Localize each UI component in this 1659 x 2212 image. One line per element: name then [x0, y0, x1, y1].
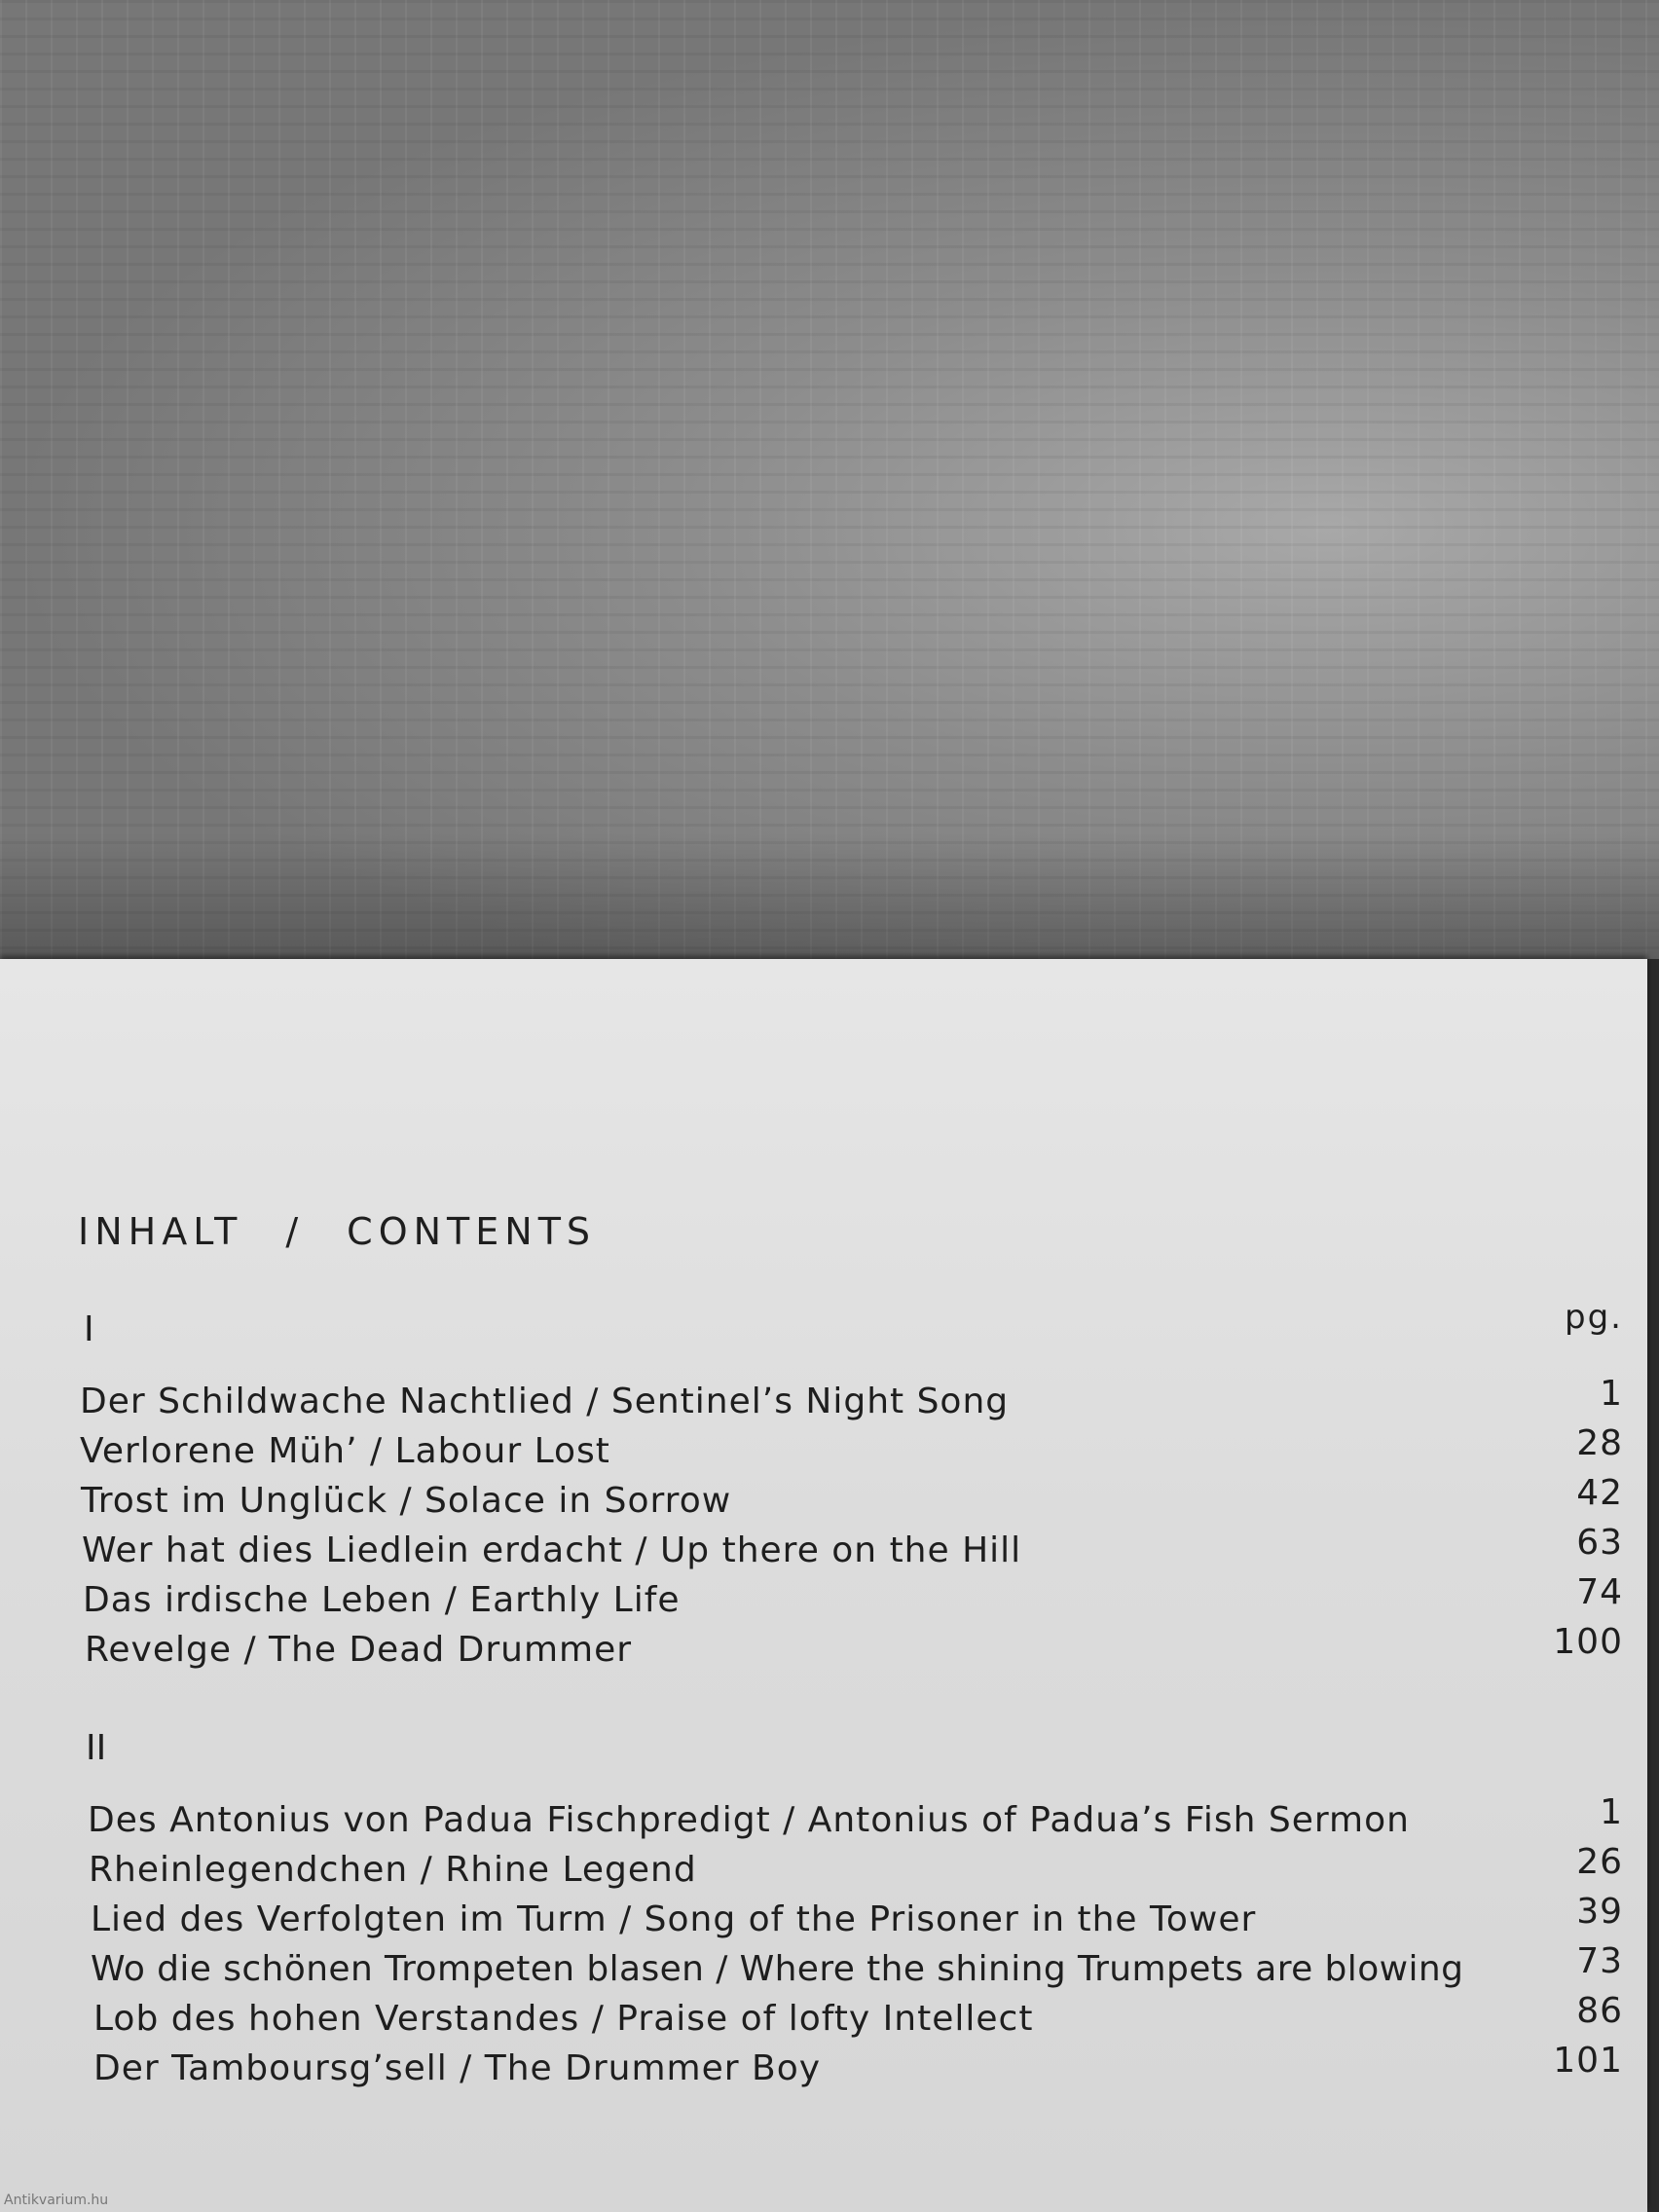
entry-title: Lied des Verfolgten im Turm / Song of the Prisoner in the Tower [91, 1899, 1257, 1939]
contents-heading-english: CONTENTS [347, 1210, 597, 1253]
entry-title: Wo die schönen Trompeten blasen / Where the shining Trumpets are blowing [91, 1949, 1464, 1989]
entry-title: Der Schildwache Nachtlied / Sentinel’s Night Song [80, 1382, 1010, 1421]
entry-page-number: 1 [1600, 1374, 1623, 1414]
entry-title: Der Tamboursg’sell / The Drummer Boy [93, 2048, 822, 2088]
section-ii-entries [0, 1792, 1647, 2098]
entry-page-number: 63 [1576, 1523, 1623, 1563]
entry-page-number: 74 [1576, 1572, 1623, 1612]
entry-page-number: 42 [1576, 1473, 1623, 1513]
entry-title: Des Antonius von Padua Fischpredigt / Antonius of Padua’s Fish Sermon [88, 1800, 1410, 1840]
toc-entry [0, 1572, 1647, 1630]
contents-page [0, 959, 1647, 2212]
section-i-entries [0, 1374, 1647, 1679]
entry-page-number: 1 [1600, 1792, 1623, 1832]
toc-entry [0, 1792, 1647, 1850]
contents-heading-german: INHALT [78, 1210, 243, 1253]
entry-title: Wer hat dies Liedlein erdacht / Up there on the Hill [82, 1530, 1022, 1570]
toc-entry [0, 1473, 1647, 1530]
toc-entry [0, 1622, 1647, 1679]
toc-entry [0, 1941, 1647, 1999]
cover-texture [0, 0, 1659, 959]
entry-title: Lob des hohen Verstandes / Praise of lofty Intellect [93, 1999, 1034, 2039]
entry-page-number: 28 [1576, 1423, 1623, 1463]
toc-entry [0, 1991, 1647, 2048]
entry-title: Verlorene Müh’ / Labour Lost [80, 1431, 610, 1471]
page-column-header: pg. [1565, 1298, 1623, 1337]
toc-entry [0, 1842, 1647, 1899]
toc-entry [0, 1374, 1647, 1431]
toc-entry [0, 1423, 1647, 1481]
entry-title: Revelge / The Dead Drummer [85, 1630, 633, 1670]
watermark-text: Antikvarium.hu [4, 2193, 109, 2208]
entry-page-number: 101 [1553, 2041, 1623, 2081]
entry-page-number: 73 [1576, 1941, 1623, 1981]
entry-title: Trost im Unglück / Solace in Sorrow [81, 1481, 732, 1521]
entry-page-number: 39 [1576, 1892, 1623, 1932]
entry-title: Das irdische Leben / Earthly Life [83, 1580, 681, 1620]
entry-page-number: 100 [1553, 1622, 1623, 1662]
toc-entry [0, 1523, 1647, 1580]
section-label-i: I [84, 1309, 94, 1349]
toc-entry [0, 1892, 1647, 1949]
entry-title: Rheinlegendchen / Rhine Legend [89, 1850, 697, 1890]
contents-heading-separator: / [285, 1210, 305, 1253]
page-edge-shadow [1647, 959, 1659, 2212]
section-label-ii: II [86, 1728, 107, 1768]
entry-page-number: 26 [1576, 1842, 1623, 1882]
contents-heading [78, 1210, 596, 1253]
entry-page-number: 86 [1576, 1991, 1623, 2031]
toc-entry [0, 2041, 1647, 2098]
